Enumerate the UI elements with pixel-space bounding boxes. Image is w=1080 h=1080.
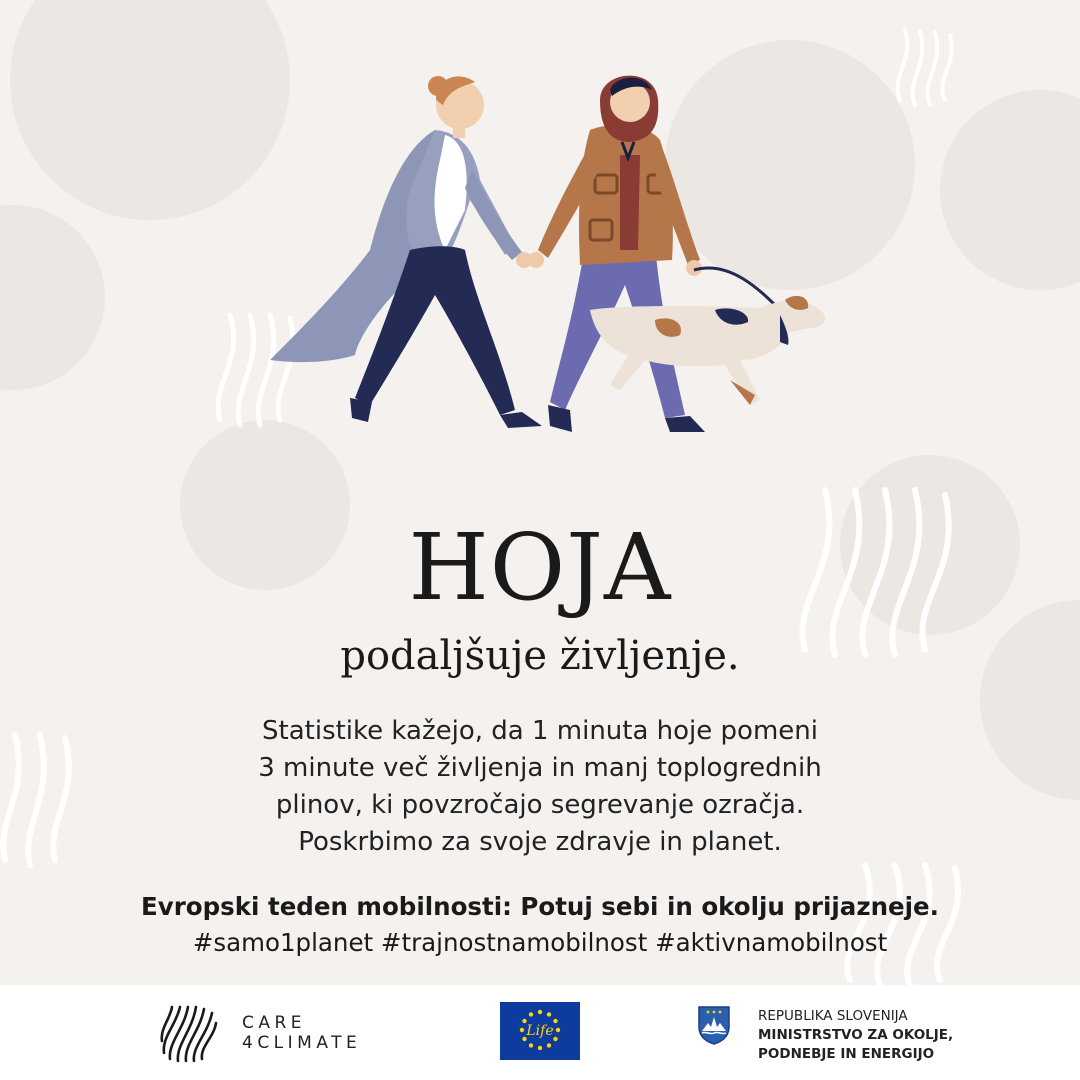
headline: HOJA xyxy=(408,514,672,621)
ministry-wordmark xyxy=(758,1007,953,1064)
bg-circle xyxy=(10,0,290,220)
subheadline: podaljšuje življenje. xyxy=(340,633,740,679)
gov-line2: MINISTRSTVO ZA OKOLJE, xyxy=(758,1027,954,1043)
gov-line1: REPUBLIKA SLOVENIJA xyxy=(758,1008,908,1024)
footer-logo-bar xyxy=(0,985,1080,1080)
body-text xyxy=(160,713,920,861)
care4climate-logo-mark xyxy=(156,1001,220,1065)
bg-circle xyxy=(980,600,1080,800)
walking-couple-illustration xyxy=(260,60,840,450)
campaign-tagline: Evropski teden mobilnosti: Potuj sebi in okolju prijazneje. xyxy=(141,892,939,921)
gov-line3: PODNEBJE IN ENERGIJO xyxy=(758,1046,935,1062)
body-line: 3 minute več življenja in manj toplogrednih xyxy=(258,753,822,783)
body-line: Statistike kažejo, da 1 minuta hoje pomeni xyxy=(262,716,818,746)
wave-pattern xyxy=(0,720,90,870)
bg-circle xyxy=(0,205,105,390)
care4climate-line1: CARE xyxy=(242,1013,307,1033)
bg-circle xyxy=(940,90,1080,290)
body-line: plinov, ki povzročajo segrevanje ozračja. xyxy=(275,790,805,820)
care4climate-wordmark xyxy=(242,1013,361,1053)
hashtags: #samo1planet #trajnostnamobilnost #aktivnamobilnost xyxy=(192,928,888,957)
eu-life-logo xyxy=(500,1002,580,1060)
eu-stars-icon xyxy=(500,1002,580,1060)
slovenia-coat-of-arms-icon xyxy=(697,1005,731,1045)
life-logo-text: Life xyxy=(526,1023,554,1039)
body-line: Poskrbimo za svoje zdravje in planet. xyxy=(298,827,782,857)
woman-figure xyxy=(270,76,542,428)
dog-figure xyxy=(590,296,825,405)
wave-pattern xyxy=(880,20,970,110)
care4climate-line2: 4CLIMATE xyxy=(242,1033,362,1053)
